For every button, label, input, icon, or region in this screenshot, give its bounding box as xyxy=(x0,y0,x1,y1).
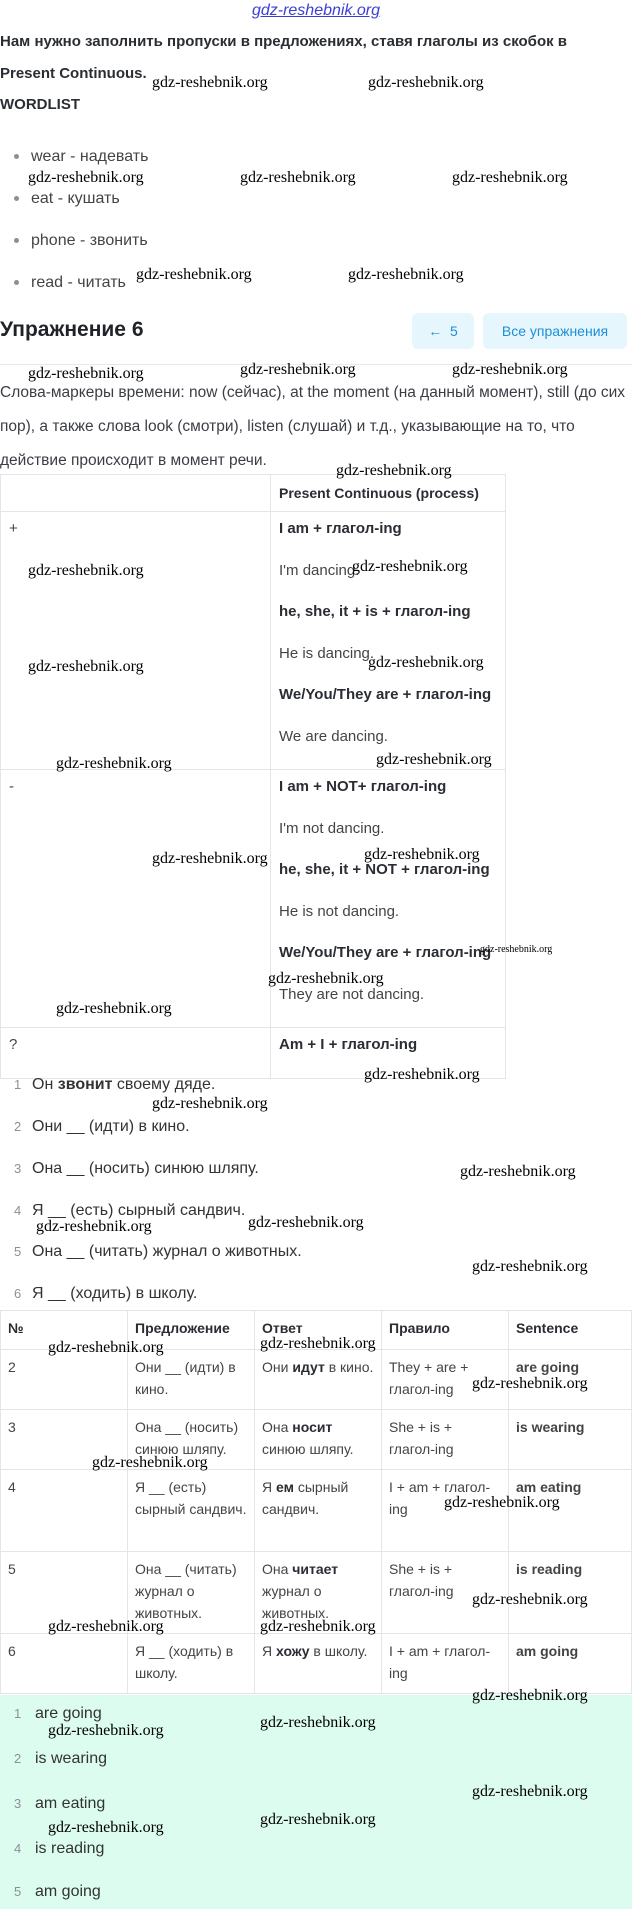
table-row: 5 Она __ (читать) журнал о животных. Она читает журнал о животных. She + is + глагол-ing is reading xyxy=(1,1552,632,1634)
rule-header-empty xyxy=(1,475,271,512)
answer-header: Правило xyxy=(382,1311,509,1350)
rule-sign: - xyxy=(1,770,271,1028)
sentence-item: 5 Она __ (читать) журнал о животных. xyxy=(14,1243,302,1260)
table-row: 6 Я __ (ходить) в школу. Я хожу в школу. I + am + глагол-ing am going xyxy=(1,1634,632,1694)
watermark: gdz-reshebnik.org xyxy=(248,1214,364,1231)
answer-header: Предложение xyxy=(128,1311,255,1350)
rule-line: he, she, it + is + глагол-ing xyxy=(279,603,471,620)
answer-header: Sentence xyxy=(509,1311,632,1350)
watermark: gdz-reshebnik.org xyxy=(472,1591,588,1608)
time-markers-paragraph: Слова-маркеры времени: now (сейчас), at the moment (на данный момент), still (до сих пор), а также слова look (смотри), listen (слушай) и т.д., указывающие на то, что действие происходит в момент речи. xyxy=(0,384,626,469)
watermark: gdz-reshebnik.org xyxy=(28,562,144,579)
rule-line: We/You/They are + глагол-ing xyxy=(279,944,492,961)
watermark: gdz-reshebnik.org xyxy=(336,462,452,479)
final-answer: 3 am eating xyxy=(14,1795,106,1812)
watermark: gdz-reshebnik.org xyxy=(152,1095,268,1112)
watermark: gdz-reshebnik.org xyxy=(260,1714,376,1731)
arrow-left-icon: ← xyxy=(428,323,443,339)
watermark: gdz-reshebnik.org xyxy=(368,654,484,671)
watermark: gdz-reshebnik.org xyxy=(364,1066,480,1083)
table-row: 4 Я __ (есть) сырный сандвич. Я ем сырный сандвич. I + am + глагол-ing am eating xyxy=(1,1470,632,1552)
all-exercises-button[interactable]: Все упражнения xyxy=(483,313,627,349)
rule-example: They are not dancing. xyxy=(279,985,425,1003)
watermark: gdz-reshebnik.org xyxy=(260,1618,376,1635)
watermark: gdz-reshebnik.org xyxy=(28,169,144,186)
watermark: gdz-reshebnik.org xyxy=(472,1375,588,1392)
table-row: 2 Они __ (идти) в кино. Они идут в кино. They + are + глагол-ing are going xyxy=(1,1350,632,1410)
watermark: gdz-reshebnik.org xyxy=(452,361,568,378)
final-answer: 4 is reading xyxy=(14,1840,105,1857)
rule-example: We are dancing. xyxy=(279,727,388,745)
watermark: gdz-reshebnik.org xyxy=(152,74,268,91)
rule-sign: + xyxy=(1,512,271,770)
wordlist-title: WORDLIST xyxy=(0,96,80,113)
bullet-icon xyxy=(14,154,19,159)
rule-lines xyxy=(271,770,506,1028)
rule-line: he, she, it + NOT + глагол-ing xyxy=(279,861,490,878)
watermark: gdz-reshebnik.org xyxy=(36,1218,152,1235)
watermark: gdz-reshebnik.org xyxy=(92,1454,208,1471)
watermark: gdz-reshebnik.org xyxy=(48,1618,164,1635)
rule-line: I am + NOT+ глагол-ing xyxy=(279,778,447,795)
watermark: gdz-reshebnik.org xyxy=(444,1494,560,1511)
answer-header: № xyxy=(1,1311,128,1350)
bullet-icon xyxy=(14,238,19,243)
rule-example: I'm not dancing. xyxy=(279,819,385,837)
task-intro: Нам нужно заполнить пропуски в предложениях, ставя глаголы из скобок в Present Continuous. xyxy=(0,33,568,82)
watermark: gdz-reshebnik.org xyxy=(452,169,568,186)
final-answer: 1 are going xyxy=(14,1705,102,1722)
watermark: gdz-reshebnik.org xyxy=(48,1722,164,1739)
rule-header: Present Continuous (process) xyxy=(271,475,506,512)
watermark: gdz-reshebnik.org xyxy=(28,658,144,675)
prev-exercise-button[interactable]: ← 5 xyxy=(412,313,474,349)
wordlist-item: phone - звонить xyxy=(14,232,148,250)
watermark: gdz-reshebnik.org xyxy=(376,751,492,768)
watermark: gdz-reshebnik.org xyxy=(352,558,468,575)
watermark: gdz-reshebnik.org xyxy=(152,850,268,867)
watermark: gdz-reshebnik.org xyxy=(48,1339,164,1356)
watermark: gdz-reshebnik.org xyxy=(260,1335,376,1352)
watermark: gdz-reshebnik.org xyxy=(472,1258,588,1275)
watermark: gdz-reshebnik.org xyxy=(472,1783,588,1800)
rule-line: I am + глагол-ing xyxy=(279,520,402,537)
watermark: gdz-reshebnik.org xyxy=(56,1000,172,1017)
watermark: gdz-reshebnik.org xyxy=(460,1163,576,1180)
sentence-item: 3 Она __ (носить) синюю шляпу. xyxy=(14,1160,259,1177)
watermark: gdz-reshebnik.org xyxy=(472,1687,588,1704)
watermark: gdz-reshebnik.org xyxy=(480,944,553,955)
watermark: gdz-reshebnik.org xyxy=(240,169,356,186)
watermark: gdz-reshebnik.org xyxy=(136,266,252,283)
watermark: gdz-reshebnik.org xyxy=(48,1819,164,1836)
watermark: gdz-reshebnik.org xyxy=(56,755,172,772)
watermark: gdz-reshebnik.org xyxy=(240,361,356,378)
final-answer: 5 am going xyxy=(14,1883,101,1900)
final-answer: 2 is wearing xyxy=(14,1750,108,1767)
wordlist-item: eat - кушать xyxy=(14,190,120,208)
watermark: gdz-reshebnik.org xyxy=(28,365,144,382)
watermark: gdz-reshebnik.org xyxy=(268,970,384,987)
table-row: 3 Она __ (носить) синюю шляпу. Она носит синюю шляпу. She + is + глагол-ing is wearing xyxy=(1,1410,632,1470)
rule-line: Am + I + глагол-ing xyxy=(279,1036,418,1053)
sentence-item: 2 Они __ (идти) в кино. xyxy=(14,1118,190,1135)
rule-lines xyxy=(271,512,506,770)
bullet-icon xyxy=(14,280,19,285)
sentence-item: 1 Он звонит своему дяде. xyxy=(14,1076,216,1093)
sentence-item: 6 Я __ (ходить) в школу. xyxy=(14,1285,198,1302)
rule-sign: ? xyxy=(1,1028,271,1079)
watermark: gdz-reshebnik.org xyxy=(260,1811,376,1828)
watermark: gdz-reshebnik.org xyxy=(368,74,484,91)
bullet-icon xyxy=(14,196,19,201)
rule-example: He is dancing. xyxy=(279,644,375,662)
rule-line: We/You/They are + глагол-ing xyxy=(279,686,492,703)
sentence-item: 4 Я __ (есть) сырный сандвич. xyxy=(14,1202,246,1219)
watermark: gdz-reshebnik.org xyxy=(348,266,464,283)
rule-example: I'm dancing. xyxy=(279,561,360,579)
wordlist-item: read - читать xyxy=(14,274,126,292)
answer-header: Ответ xyxy=(255,1311,382,1350)
exercise-title: Упражнение 6 xyxy=(0,318,144,341)
watermark: gdz-reshebnik.org xyxy=(364,846,480,863)
site-link[interactable]: gdz-reshebnik.org xyxy=(251,2,381,19)
rule-example: He is not dancing. xyxy=(279,902,400,920)
wordlist-item: wear - надевать xyxy=(14,148,148,166)
